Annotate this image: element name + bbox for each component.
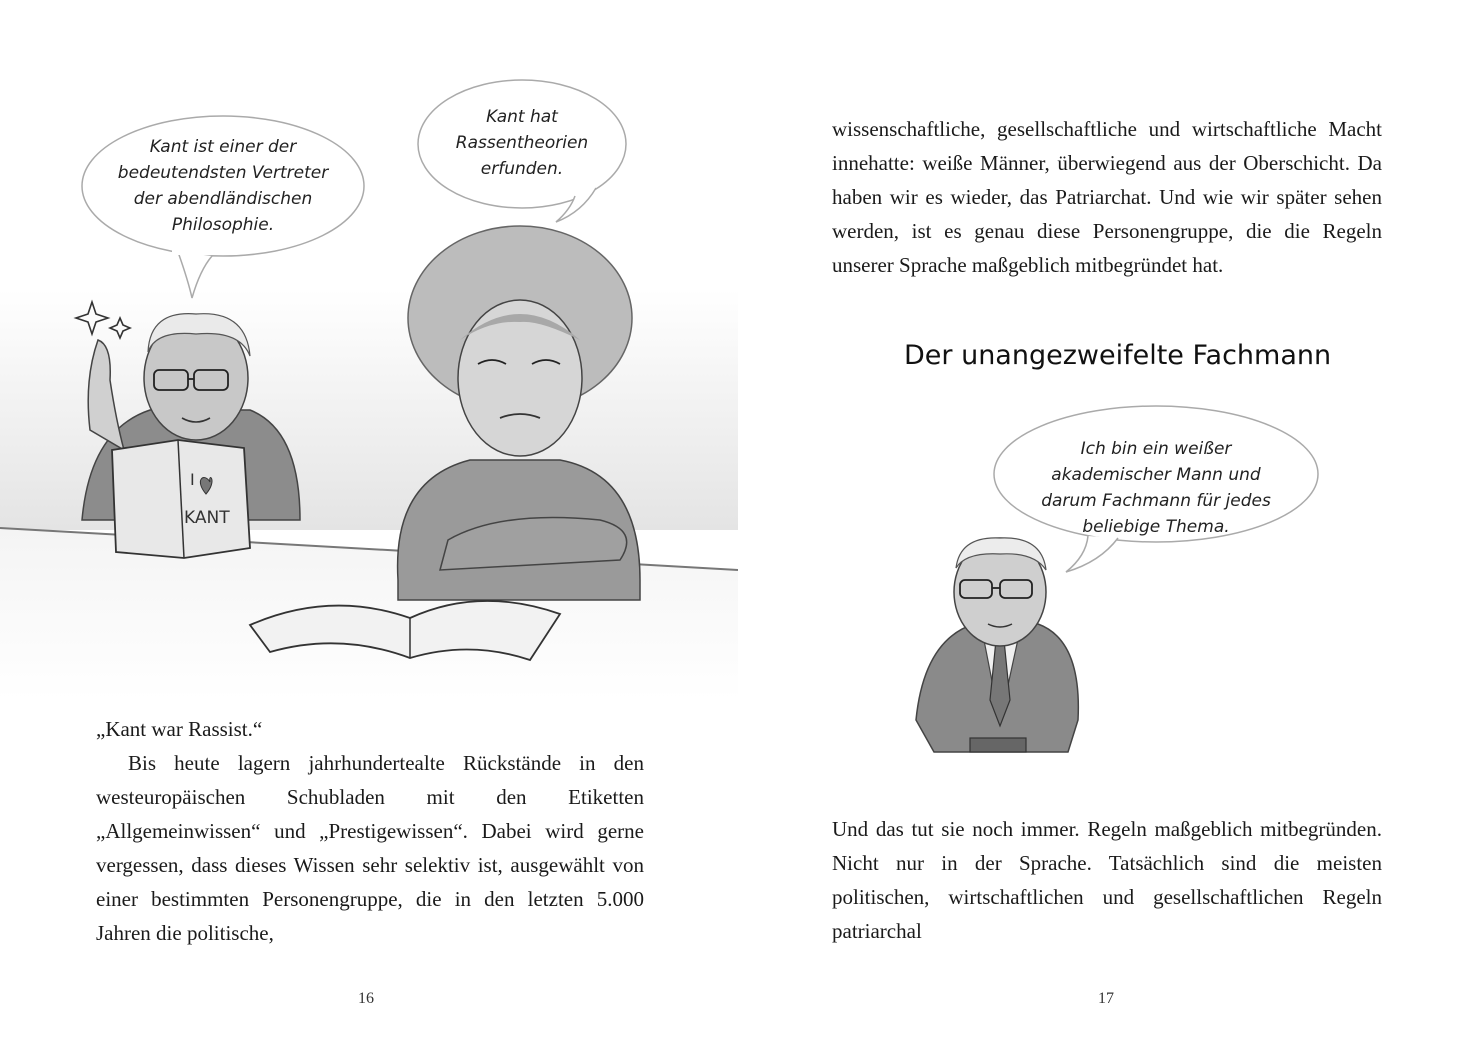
left-body-text bbox=[96, 712, 644, 950]
bubble-philosopher-text: Kant ist einer der bedeutendsten Vertreter der abendländischen Philosophie. bbox=[117, 137, 329, 235]
page-number-left: 16 bbox=[358, 990, 374, 1007]
bubble-woman-text: Kant hat Rassentheorien erfunden. bbox=[455, 107, 589, 179]
paragraph-main: Bis heute lagern jahrhundertealte Rückstände in den westeuropäischen Schubladen mit den Etiketten „Allgemeinwissen“ und „Prestigewissen“. Dabei wird gerne vergessen, dass dieses Wissen sehr selektiv ist, ausgewählt von einer bestimmten Personengruppe, die in den letzten 5.000 Jahren die politische, bbox=[96, 751, 644, 945]
book-cover-kant: KANT bbox=[184, 508, 230, 528]
bubble-man-text: Ich bin ein weißer akademischer Mann und darum Fachmann für jedes beliebige Thema. bbox=[1041, 439, 1271, 537]
belt bbox=[970, 738, 1026, 752]
right-body-text-bottom: Und das tut sie noch immer. Regeln maßgeblich mitbegründen. Nicht nur in der Sprache. Tatsächlich sind die meisten politischen, wirtschaftlichen und gesellschaftlichen Regeln patriarchal bbox=[832, 817, 1382, 943]
kant-book bbox=[112, 440, 250, 558]
right-body-text-top: wissenschaftliche, gesellschaftliche und wirtschaftliche Macht innehatte: weiße Männer, überwiegend aus der Oberschicht. Da haben wir es wieder, das Patriarchat. Und wie wir später sehen werden, ist es genau diese Personengruppe, die die Regeln unserer Sprache maßgeblich mitbegründet hat. bbox=[832, 117, 1382, 277]
man-figure bbox=[916, 538, 1078, 752]
page-number-right: 17 bbox=[1098, 990, 1114, 1007]
section-heading: Der unangezweifelte Fachmann bbox=[904, 340, 1332, 371]
book-cover-i: I bbox=[190, 470, 195, 489]
paragraph-quote: „Kant war Rassist.“ bbox=[96, 717, 263, 741]
right-page bbox=[738, 0, 1476, 1051]
